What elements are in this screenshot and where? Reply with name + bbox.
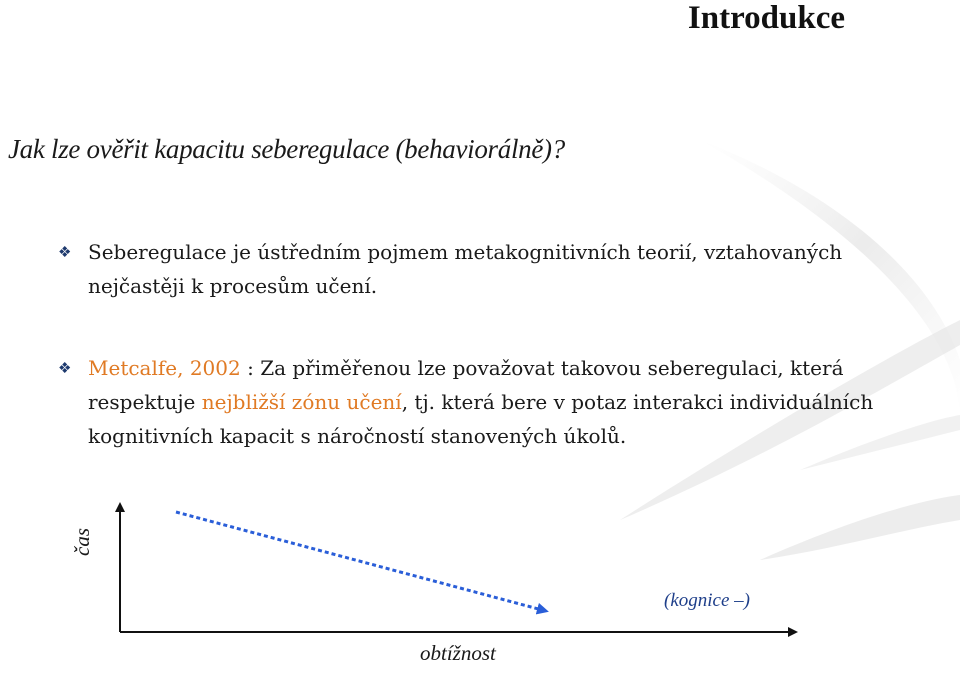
bullet-text-part-a: : Za přiměřenou lze považovat takovou seberegulaci, která respektuje [88, 356, 844, 414]
line-label: (kognice –) [664, 590, 750, 611]
bullet-text [88, 351, 918, 453]
trend-arrow [176, 512, 546, 611]
highlight-term: nejbližší zónu učení [201, 390, 402, 414]
y-axis-label: čas [70, 528, 94, 556]
diamond-bullet-icon: ❖ [58, 359, 72, 377]
slide-title: Introdukce [687, 0, 845, 36]
x-axis-label: obtížnost [420, 641, 496, 665]
diamond-bullet-icon: ❖ [58, 243, 72, 261]
bullet-text: Seberegulace je ústředním pojmem metakognitivních teorií, vztahovaných nejčastěji k procesům učení. [88, 240, 843, 298]
bullet-text-part-b: , tj. která bere v potaz interakci individuálních kognitivních kapacit s náročností stanovených úkolů. [88, 390, 874, 448]
slide-question: Jak lze ověřit kapacitu seberegulace (behaviorálně)? [8, 134, 565, 164]
citation-author: Metcalfe, 2002 [88, 356, 241, 380]
